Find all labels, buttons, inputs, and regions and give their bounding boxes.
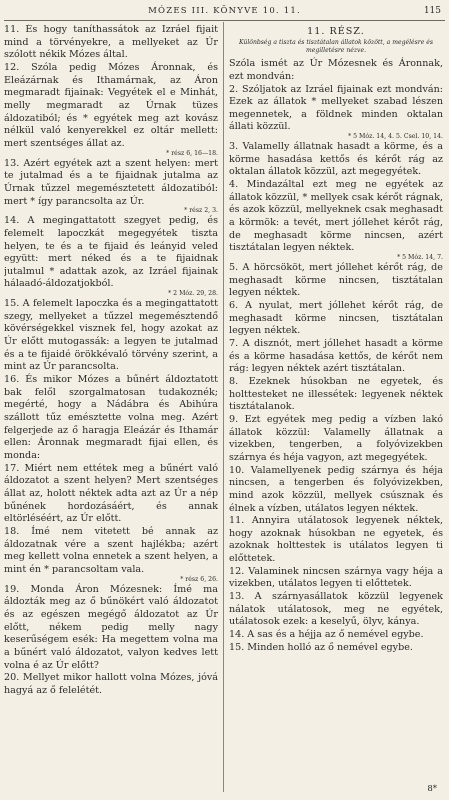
verse-paragraph: 5. A hörcsököt, mert jóllehet kérőt rág, de meghasadt körme nincsen, tisztátalan legyen néktek. (229, 262, 443, 299)
cross-reference: * rész 6, 16—18. (166, 149, 218, 157)
book-title: MÓZES III. KÖNYVE 10. 11. (148, 6, 301, 16)
cross-reference: * 5 Móz. 14, 7. (397, 254, 443, 262)
cross-reference: * 2 Móz. 29, 28. (168, 290, 218, 298)
cross-reference: * rész 2, 3. (184, 207, 218, 215)
verse-paragraph: 20. Mellyet mikor hallott volna Mózes, jóvá hagyá az ő felelétét. (4, 672, 218, 696)
column-divider (223, 22, 224, 792)
cross-reference: * rész 6, 26. (180, 575, 218, 583)
verse-paragraph: 19. Monda Áron Mózesnek: Ímé ma áldozták meg az ő bűnökért való áldozatot és az egészen megégő áldozatot az Úr előtt, nékem pedig melly nagy keserűségem esék: Ha megettem volna ma a bűnért való áldozatot, valyon kedves lett volna é az Úr előtt? (4, 583, 218, 671)
left-column (4, 24, 218, 794)
verse-paragraph: 10. Valamellyenek pedig szárnya és héja nincsen, a tengerben és folyóvizekben, mind azok közzül, mellyek csúsznak és élnek a vízben, utálatos legyen néktek. (229, 464, 443, 514)
verse-paragraph: 9. Ezt egyétek meg pedig a vízben lakó állatok közzül: Valamelly állatnak a vizekben, tengerben, a folyóvizekben szárnya és héja vagyon, azt megegyétek. (229, 413, 443, 463)
verse-paragraph: 8. Ezeknek húsokban ne egyetek, és holttesteket ne illessétek: legyenek néktek tisztátalanok. (229, 375, 443, 413)
verse-paragraph: 16. És mikor Mózes a bűnért áldoztatott bak felől szorgalmatosan tudakoznék; megérté, hogy a Nádábra és Abihúra szállott tűz emésztette volna meg. Azért felgerjede az ő haragja Eleázár és Ithamár ellen: Áronnak megmaradt fijai ellen, és monda: (4, 374, 218, 461)
verse-paragraph: 13. A szárnyasállatok közzül legyenek nálatok utálatosok, meg ne egyétek, utálatosok ezek: a keselyű, ölyv, kánya. (229, 591, 443, 628)
printer-signature: 8* (427, 784, 437, 794)
right-paragraphs (229, 58, 443, 654)
verse-paragraph: Szóla ismét az Úr Mózesnek és Áronnak, ezt mondván: (229, 58, 443, 82)
right-column (229, 24, 443, 784)
verse-paragraph: 6. A nyulat, mert jóllehet kérőt rág, de meghasadt körme nincsen, tisztátalan legyen néktek. (229, 300, 443, 337)
verse-paragraph: 11. Annyira utálatosok legyenek néktek, hogy azoknak húsokban ne egyetek, és azoknak holttestek is utálatos legyen ti előttetek. (229, 515, 443, 565)
verse-paragraph: 2. Szóljatok az Izráel fijainak ezt mondván: Ezek az állatok * mellyeket szabad lészen megennetek, a földnek minden oktalan állati közzül. (229, 83, 443, 133)
chapter-heading: 11. RÉSZ. (307, 26, 365, 37)
verse-paragraph: 15. A felemelt lapoczka és a megingattatott szegy, mellyeket a tűzzel megemésztendő kövérségekkel visznek fel, hogy azokat az Úr előtt mutogassák: a legyen te jutalmad és a te fijaidé örökkévaló törvény szerint, a mint az Úr parancsolta. (4, 298, 218, 373)
verse-paragraph: 12. Valaminek nincsen szárnya vagy héja a vizekben, utálatos legyen ti előttetek. (229, 565, 443, 590)
verse-paragraph: 18. Ímé nem vitetett bé annak az áldozatnak vére a szent hajlékba; azért meg kellett volna ennetek a szent helyen, a mint én * parancsoltam vala. (4, 525, 218, 575)
cross-reference: * 5 Móz. 14, 4. 5. Csel. 10, 14. (348, 133, 443, 141)
verse-paragraph: 14. A sas és a héjja az ő nemével egybe. (229, 629, 424, 641)
verse-paragraph: 14. A megingattatott szegyet pedig, és felemelt lapoczkát megegyétek tiszta helyen, te és a te fijaid és leányid veled együtt: mert néked és a te fijaidnak jutalmul * adattak azok, az Izráel fijainak hálaadó-áldozatjokból. (4, 215, 218, 290)
verse-paragraph: 17. Miért nem ettétek meg a bűnért való áldozatot a szent helyen? Mert szentséges állat az, holott néktek adta azt az Úr a nép bűnének hordozásáért, és annak eltörléséért, az Úr előtt. (4, 462, 218, 525)
chapter-summary: Különbség a tiszta és tisztátalan állatok között, a megélésre és megilletésre nézve. (239, 39, 433, 54)
header-rule (4, 20, 445, 21)
page-number: 115 (423, 6, 441, 16)
verse-paragraph: 3. Valamelly állatnak hasadt a körme, és a körme hasadása kettős és kérőt rág az oktalan állatok közzül, azt megegyétek. (229, 141, 443, 178)
verse-paragraph: 12. Szóla pedig Mózes Áronnak, és Eleázárnak és Ithamárnak, az Áron megmaradt fijainak: Vegyétek el e Minhát, melly megmaradt az Úrnak tüzes áldozatiból; és * egyétek meg azt kovász nélkül való kenyerekkel ez oltár mellett: mert szentséges állat az. (4, 61, 218, 149)
verse-paragraph: 13. Azért egyétek azt a szent helyen: mert te jutalmad és a te fijaidnak jutalma az Úrnak tűzzel megemésztetett áldozatiból: mert * így parancsolta az Úr. (4, 157, 218, 207)
verse-paragraph: 4. Mindazáltal ezt meg ne egyétek az állatok közzül, * mellyek csak kérőt rágnak, és azok közzül, mellyeknek csak meghasadt a körmök: a tevét, mert jóllehet kérőt rág, de meghasadt körme nincsen, azért tisztátalan legyen néktek. (229, 179, 443, 254)
verse-paragraph: 11. És hogy taníthassátok az Izráel fijait mind a törvényekre, a mellyeket az Úr szólott nékik Mózes által. (4, 24, 218, 61)
verse-paragraph: 15. Minden holló az ő nemével egybe. (229, 641, 413, 653)
verse-paragraph: 7. A disznót, mert jóllehet hasadt a körme és a körme hasadása kettős, de kérőt nem rág: legyen néktek azért tisztátalan. (229, 337, 443, 375)
running-header (0, 6, 449, 20)
